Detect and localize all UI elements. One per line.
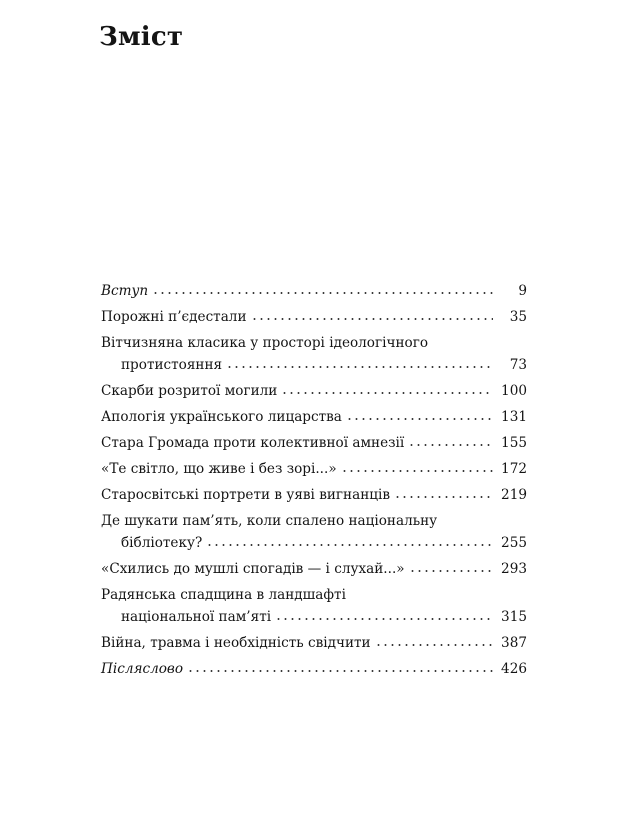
toc-page-number: 293 (501, 561, 527, 577)
toc-entry (101, 458, 527, 484)
dot-leader (394, 492, 493, 502)
toc-entry-title: Вступ (101, 283, 149, 299)
toc-entry-title: Стара Громада проти колективної амнезії (101, 435, 405, 451)
toc-entry-title: Скарби розритої могили (101, 383, 278, 399)
toc-page-number: 155 (501, 435, 527, 451)
toc-entry-title: «Те світло, що живе і без зорі...» (101, 461, 337, 477)
toc-entry-title: Радянська спадщина в ландшафті (101, 587, 346, 603)
dot-leader (409, 566, 493, 576)
toc-entry-title: Порожні п’єдестали (101, 309, 247, 325)
dot-leader (341, 466, 493, 476)
dot-leader (206, 540, 493, 550)
dot-leader (346, 414, 493, 424)
toc-entry (101, 432, 527, 458)
toc-entry (101, 658, 527, 684)
toc-entry-title: Вітчизняна класика у просторі ідеологічного (101, 335, 429, 351)
toc-page-number: 387 (501, 635, 527, 651)
toc-entry (101, 406, 527, 432)
toc-page-number: 73 (509, 357, 527, 373)
toc-entry-title: Післяслово (101, 661, 184, 677)
toc-page-number: 172 (501, 461, 527, 477)
toc-entry-title: «Схились до мушлі спогадів — і слухай...» (101, 561, 405, 577)
toc-entry (101, 632, 527, 658)
dot-leader (281, 388, 493, 398)
toc-entry (101, 484, 527, 510)
dot-leader (408, 440, 493, 450)
dot-leader (251, 314, 493, 324)
dot-leader (226, 362, 493, 372)
dot-leader (152, 288, 493, 298)
toc-entry-title: Де шукати пам’ять, коли спалено національну (101, 513, 438, 529)
toc-entry-title: Війна, травма і необхідність свідчити (101, 635, 371, 651)
toc-entry (101, 280, 527, 306)
toc-page-number: 315 (501, 609, 527, 625)
toc-entry-title: Старосвітські портрети в уяві вигнанців (101, 487, 391, 503)
toc-page-number: 9 (518, 283, 527, 299)
toc-entry (101, 510, 527, 558)
toc-page-number: 219 (501, 487, 527, 503)
toc-entry (101, 558, 527, 584)
toc-entry (101, 584, 527, 632)
toc-entry-title-continued: протистояння (121, 357, 223, 373)
toc-page-number: 426 (501, 661, 527, 677)
toc-entry (101, 380, 527, 406)
toc-entry-title-continued: національної пам’яті (121, 609, 272, 625)
toc-page-number: 35 (509, 309, 527, 325)
toc-page-number: 131 (501, 409, 527, 425)
toc-page-number: 255 (501, 535, 527, 551)
dot-leader (187, 666, 493, 676)
table-of-contents (101, 280, 527, 684)
toc-page-number: 100 (501, 383, 527, 399)
toc-entry-title-continued: бібліотеку? (121, 535, 203, 551)
dot-leader (375, 640, 493, 650)
toc-entry (101, 332, 527, 380)
toc-entry (101, 306, 527, 332)
page-title: Зміст (99, 22, 184, 52)
dot-leader (275, 614, 493, 624)
toc-entry-title: Апологія українського лицарства (101, 409, 342, 425)
